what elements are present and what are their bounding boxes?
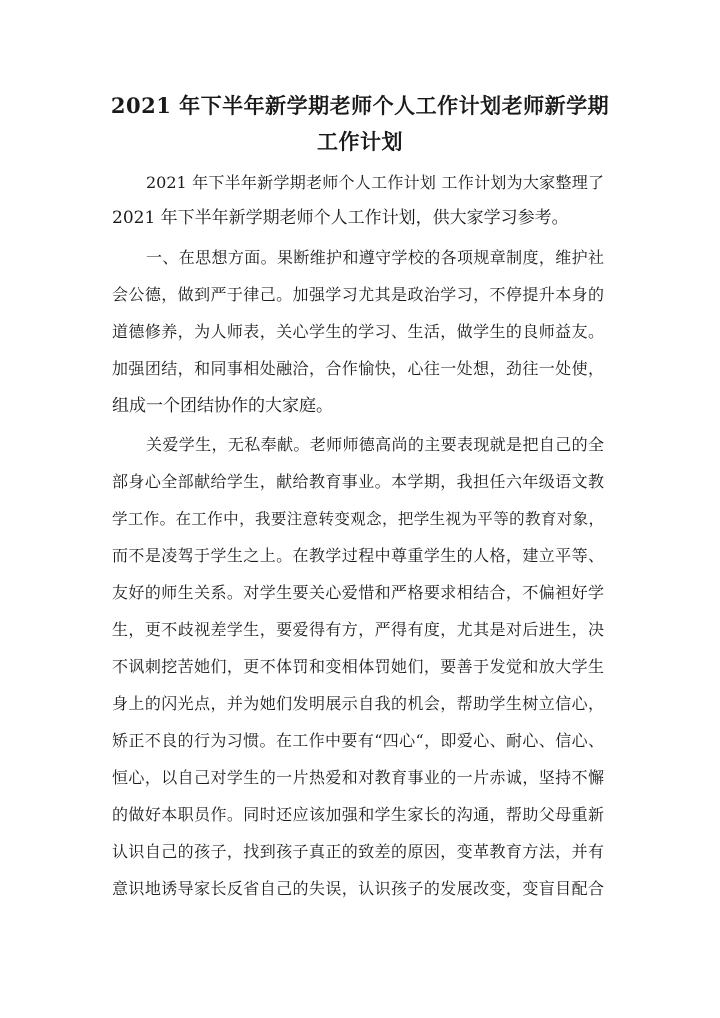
body-line: 友好的师生关系。对学生要关心爱惜和严格要求相结合，不偏袒好学 — [112, 583, 604, 602]
body-line: 认识自己的孩子，找到孩子真正的致差的原因，变革教育方法，并有 — [112, 842, 604, 861]
body-line: 会公德，做到严于律己。加强学习尤其是政治学习，不停提升本身的 — [112, 285, 604, 304]
body-line: 加强团结，和同事相处融洽，合作愉快，心往一处想，劲往一处使， — [112, 359, 604, 378]
body-line: 关爱学生，无私奉献。老师师德高尚的主要表现就是把自己的全 — [146, 435, 604, 454]
body-line: 2021 年下半年新学期老师个人工作计划 工作计划为大家整理了 — [146, 173, 604, 192]
body-line: 一、在思想方面。果断维护和遵守学校的各项规章制度，维护社 — [146, 248, 604, 267]
body-line: 部身心全部献给学生，献给教育事业。本学期，我担任六年级语文教 — [112, 472, 604, 491]
body-line: 恒心，以自己对学生的一片热爱和对教育事业的一片赤诚，坚持不懈 — [112, 768, 604, 787]
body-line: 组成一个团结协作的大家庭。 — [112, 396, 333, 416]
body-line: 不讽刺挖苦她们，更不体罚和变相体罚她们，要善于发觉和放大学生 — [112, 657, 604, 676]
body-line: 而不是凌驾于学生之上。在教学过程中尊重学生的人格，建立平等、 — [112, 546, 604, 565]
body-line: 的做好本职员作。同时还应该加强和学生家长的沟通，帮助父母重新 — [112, 805, 604, 824]
body-line: 2021 年下半年新学期老师个人工作计划，供大家学习参考。 — [112, 208, 569, 228]
body-line: 生，更不歧视差学生，要爱得有方，严得有度，尤其是对后进生，决 — [112, 620, 604, 639]
body-line: 身上的闪光点，并为她们发明展示自我的机会，帮助学生树立信心， — [112, 694, 604, 713]
body-line: 矫正不良的行为习惯。在工作中要有“四心“，即爱心、耐心、信心、 — [112, 731, 604, 750]
body-line: 学工作。在工作中，我要注意转变观念，把学生视为平等的教育对象， — [112, 510, 604, 528]
document-title-line-2: 工作计划 — [317, 129, 403, 154]
body-line: 道德修养，为人师表，关心学生的学习、生活，做学生的良师益友。 — [112, 322, 604, 341]
document-title-line-1: 2021 年下半年新学期老师个人工作计划老师新学期 — [110, 93, 610, 118]
body-line: 意识地诱导家长反省自己的失误，认识孩子的发展改变，变盲目配合 — [112, 879, 604, 898]
